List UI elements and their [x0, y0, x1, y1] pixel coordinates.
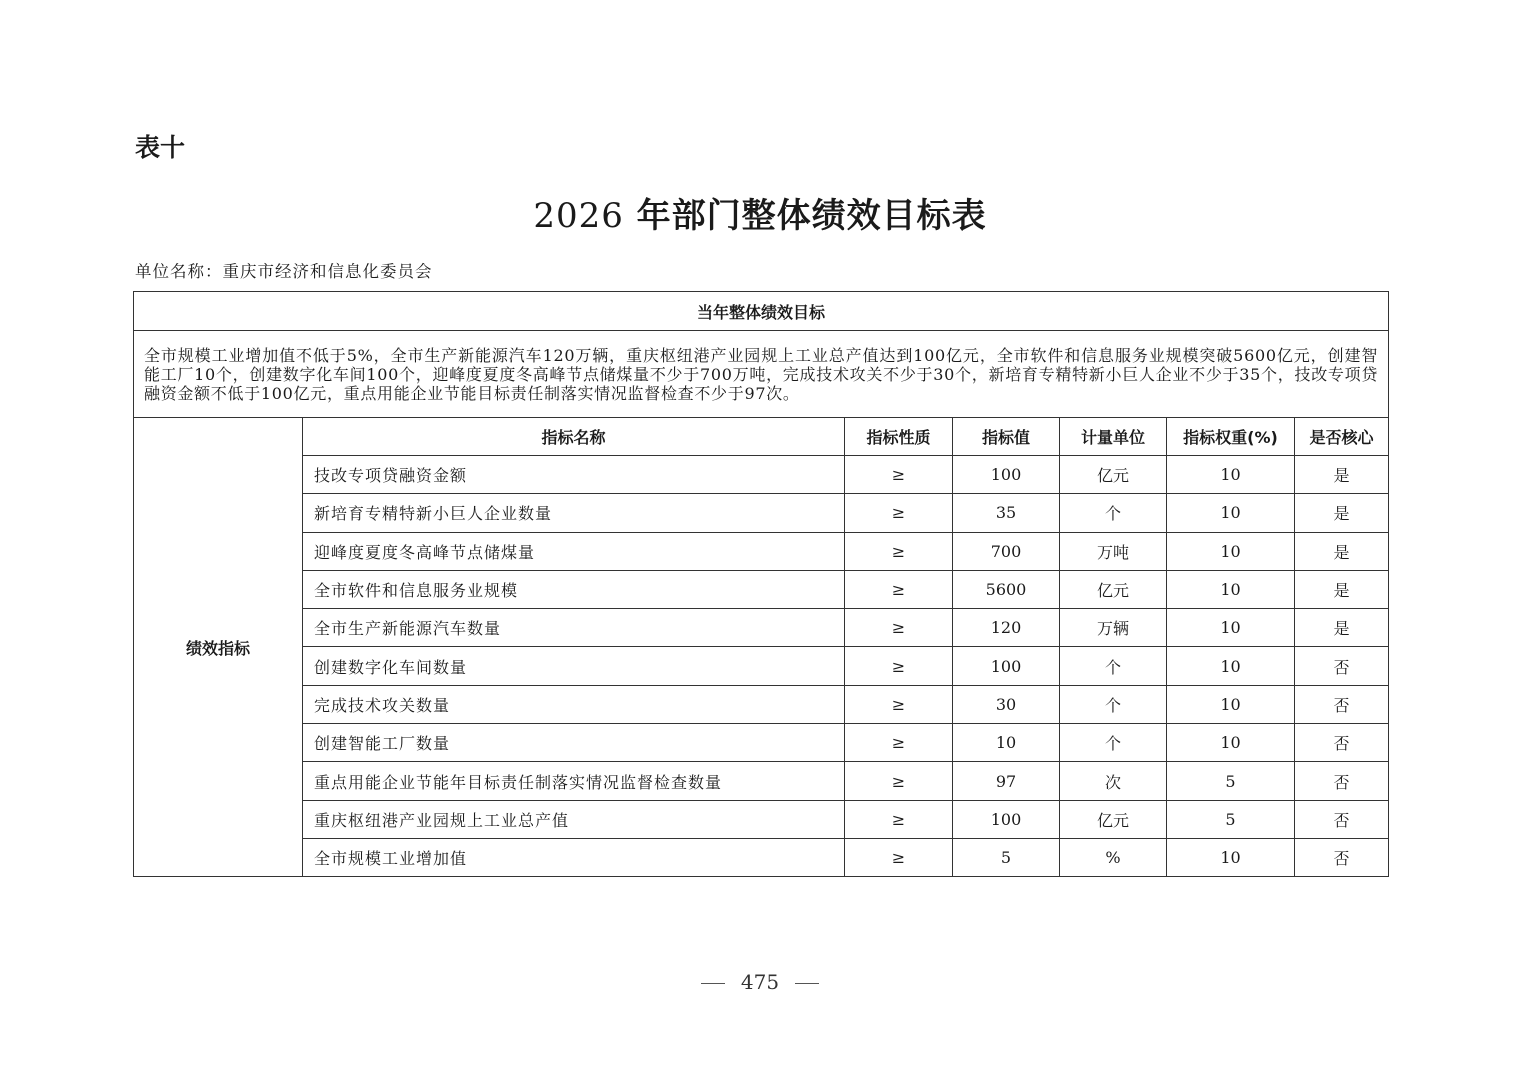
table-row	[134, 609, 1389, 647]
table-row	[134, 570, 1389, 608]
indicator-name: 迎峰度夏度冬高峰节点储煤量	[303, 532, 845, 570]
indicator-weight: 10	[1167, 685, 1295, 723]
indicator-unit: 次	[1060, 762, 1167, 800]
indicator-nature: ≥	[845, 800, 953, 838]
indicator-unit: 亿元	[1060, 800, 1167, 838]
indicator-weight: 10	[1167, 456, 1295, 494]
indicator-core: 否	[1295, 800, 1389, 838]
annual-goal-header: 当年整体绩效目标	[134, 292, 1389, 331]
indicator-nature: ≥	[845, 494, 953, 532]
indicator-name: 重点用能企业节能年目标责任制落实情况监督检查数量	[303, 762, 845, 800]
indicator-name: 技改专项贷融资金额	[303, 456, 845, 494]
indicator-unit: %	[1060, 838, 1167, 876]
indicator-name: 全市规模工业增加值	[303, 838, 845, 876]
col-header-unit: 计量单位	[1060, 418, 1167, 456]
indicator-weight: 5	[1167, 762, 1295, 800]
indicator-name: 创建数字化车间数量	[303, 647, 845, 685]
indicator-value: 30	[953, 685, 1060, 723]
indicator-unit: 万辆	[1060, 609, 1167, 647]
table-row	[134, 762, 1389, 800]
indicator-value: 5	[953, 838, 1060, 876]
indicator-name: 重庆枢纽港产业园规上工业总产值	[303, 800, 845, 838]
indicator-unit: 个	[1060, 494, 1167, 532]
page-number: 475	[740, 970, 780, 994]
indicator-core: 是	[1295, 570, 1389, 608]
indicator-name: 新培育专精特新小巨人企业数量	[303, 494, 845, 532]
col-header-weight: 指标权重(%)	[1167, 418, 1295, 456]
indicator-core: 否	[1295, 762, 1389, 800]
col-header-nature: 指标性质	[845, 418, 953, 456]
indicator-core: 是	[1295, 609, 1389, 647]
table-row	[134, 494, 1389, 532]
table-row	[134, 647, 1389, 685]
indicator-unit: 亿元	[1060, 570, 1167, 608]
indicator-weight: 10	[1167, 532, 1295, 570]
indicator-core: 否	[1295, 647, 1389, 685]
indicator-core: 否	[1295, 724, 1389, 762]
indicator-value: 5600	[953, 570, 1060, 608]
indicator-nature: ≥	[845, 762, 953, 800]
title-text: 年部门整体绩效目标表	[623, 196, 987, 236]
footer-dash-left	[701, 983, 725, 984]
indicator-nature: ≥	[845, 609, 953, 647]
unit-name-line: 单位名称：重庆市经济和信息化委员会	[135, 262, 433, 281]
indicator-value: 97	[953, 762, 1060, 800]
table-row	[134, 838, 1389, 876]
table-row	[134, 724, 1389, 762]
indicator-core: 是	[1295, 494, 1389, 532]
indicator-weight: 10	[1167, 609, 1295, 647]
indicator-unit: 亿元	[1060, 456, 1167, 494]
indicator-value: 700	[953, 532, 1060, 570]
indicator-unit: 个	[1060, 685, 1167, 723]
annual-goal-text: 全市规模工业增加值不低于5%，全市生产新能源汽车120万辆，重庆枢纽港产业园规上工业总产值达到100亿元，全市软件和信息服务业规模突破5600亿元，创建智能工厂10个，创建数字化车间100个，迎峰度夏度冬高峰节点储煤量不少于700万吨，完成技术攻关不少于30个，新培育专精特新小巨人企业不少于35个，技改专项贷融资金额不低于100亿元，重点用能企业节能目标责任制落实情况监督检查不少于97次。	[134, 331, 1389, 418]
table-row	[134, 685, 1389, 723]
indicator-nature: ≥	[845, 456, 953, 494]
performance-table	[133, 291, 1389, 877]
indicator-name: 创建智能工厂数量	[303, 724, 845, 762]
indicator-core: 是	[1295, 456, 1389, 494]
indicator-weight: 10	[1167, 494, 1295, 532]
table-row	[134, 456, 1389, 494]
indicator-core: 否	[1295, 838, 1389, 876]
indicator-nature: ≥	[845, 532, 953, 570]
indicator-weight: 10	[1167, 647, 1295, 685]
indicator-name: 完成技术攻关数量	[303, 685, 845, 723]
indicator-unit: 万吨	[1060, 532, 1167, 570]
col-header-core: 是否核心	[1295, 418, 1389, 456]
indicator-core: 否	[1295, 685, 1389, 723]
indicator-nature: ≥	[845, 838, 953, 876]
indicator-value: 100	[953, 456, 1060, 494]
indicator-weight: 10	[1167, 838, 1295, 876]
table-label: 表十	[135, 133, 186, 162]
indicator-value: 35	[953, 494, 1060, 532]
footer-dash-right	[795, 983, 819, 984]
indicator-weight: 10	[1167, 724, 1295, 762]
page-footer	[0, 970, 1520, 994]
indicator-nature: ≥	[845, 647, 953, 685]
indicator-value: 100	[953, 647, 1060, 685]
indicator-core: 是	[1295, 532, 1389, 570]
indicator-unit: 个	[1060, 647, 1167, 685]
indicator-weight: 5	[1167, 800, 1295, 838]
indicator-unit: 个	[1060, 724, 1167, 762]
indicator-nature: ≥	[845, 570, 953, 608]
indicator-nature: ≥	[845, 724, 953, 762]
indicator-nature: ≥	[845, 685, 953, 723]
table-row	[134, 532, 1389, 570]
indicator-value: 100	[953, 800, 1060, 838]
title-year: 2026	[533, 196, 624, 236]
indicator-value: 10	[953, 724, 1060, 762]
indicator-weight: 10	[1167, 570, 1295, 608]
page-title	[0, 188, 1520, 237]
indicators-side-label: 绩效指标	[134, 418, 303, 877]
indicator-value: 120	[953, 609, 1060, 647]
col-header-value: 指标值	[953, 418, 1060, 456]
indicator-name: 全市生产新能源汽车数量	[303, 609, 845, 647]
indicator-name: 全市软件和信息服务业规模	[303, 570, 845, 608]
col-header-name: 指标名称	[303, 418, 845, 456]
table-row	[134, 800, 1389, 838]
